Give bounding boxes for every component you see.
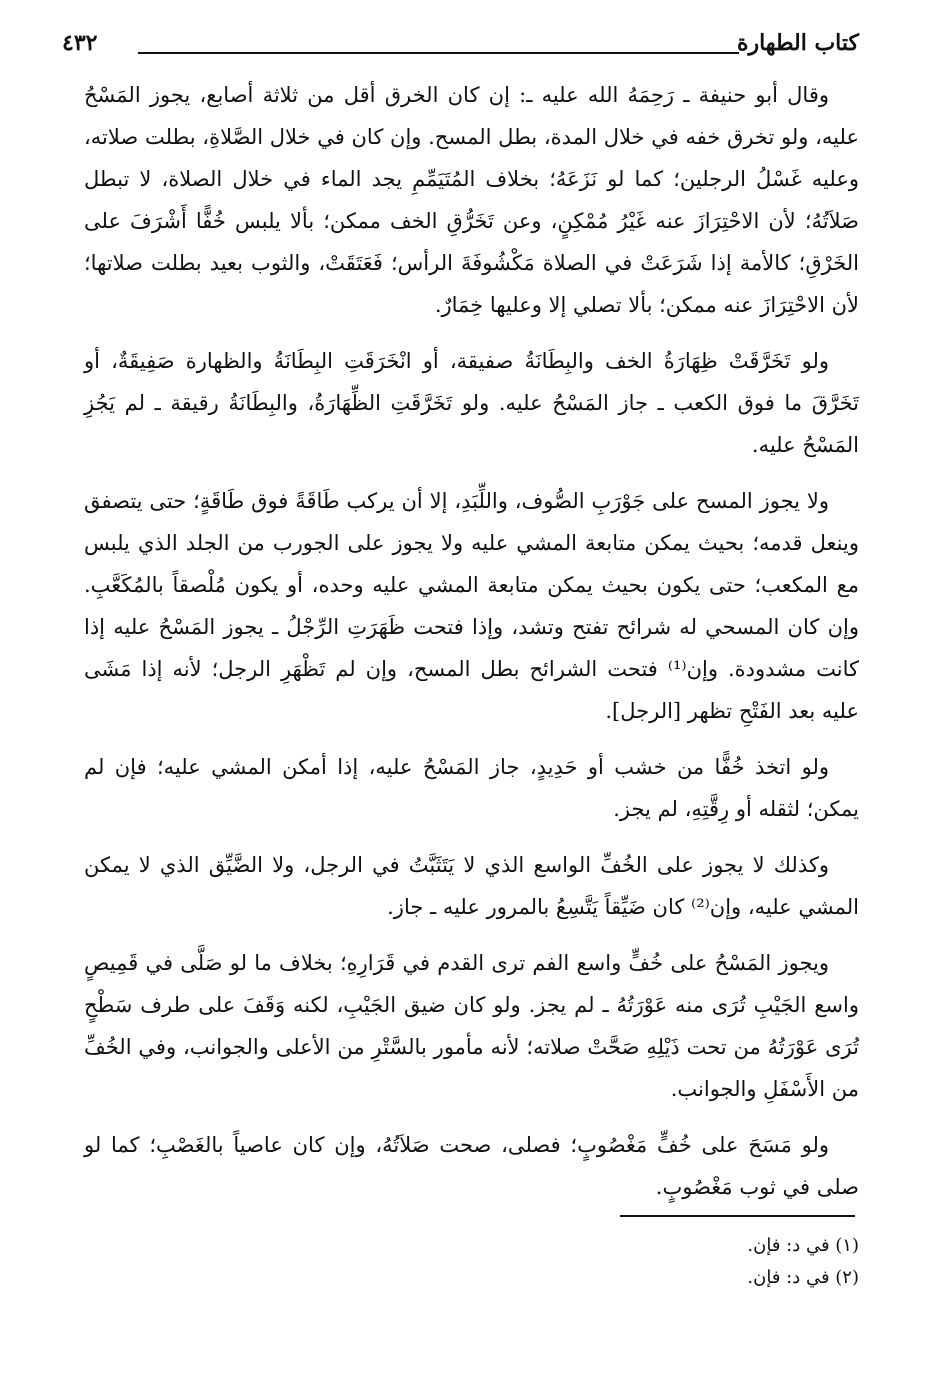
footnote: (٢) في د: فإن. bbox=[747, 1267, 859, 1288]
header-rule bbox=[138, 52, 739, 54]
footnote-rule bbox=[620, 1215, 855, 1217]
paragraph: ويجوز المَسْحُ على خُفٍّ واسع الفم ترى القدم في قَرَارِهِ؛ بخلاف ما لو صَلَّى في قَمِيصٍ واسع الجَيْبِ تُرَى منه عَوْرَتُهُ ـ لم يجز. ولو كان ضيق الجَيْبِ، لكنه وَقَفَ على طرف سَطْحٍ تُرَى عَوْرَتُهُ من تحت ذَيْلِهِ صَحَّتْ صلاته؛ لأنه مأمور بالسَّتْرِ من الأعلى والجوانب، وفي الخُفِّ من الأَسْفَلِ والجوانب. bbox=[84, 951, 859, 1101]
paragraph: ولو اتخذ خُفًّا من خشب أو حَدِيدٍ، جاز المَسْحُ عليه، إذا أمكن المشي عليه؛ فإن لم يمكن؛ لثقله أو رِقَّتِهِ، لم يجز. bbox=[84, 755, 859, 821]
paragraph: وقال أبو حنيفة ـ رَحِمَهُ الله عليه ـ: إن كان الخرق أقل من ثلاثة أصابع، يجوز المَسْحُ عليه، ولو تخرق خفه في خلال المدة، بطل المسح. وإن كان في خلال الصَّلاةِ، بطلت صلاته، وعليه غَسْلُ الرجلين؛ كما لو نَزَعَهُ؛ بخلاف المُتَيَمِّمِ يجد الماء في خلال الصلاة، لا تبطل صَلاَتُهُ؛ لأن الاحْتِرَازَ عنه غَيْرُ مُمْكِنٍ، وعن تَخَرُّقِ الخف ممكن؛ بألا يلبس خُفًّا أَشْرَفَ على الخَرْقِ؛ كالأمة إذا شَرَعَتْ في الصلاة مَكْشُوفَةَ الرأس؛ فَعَتَقَتْ، والثوب بعيد بطلت صلاتها؛ لأن الاحْتِرَازَ عنه ممكن؛ بألا تصلي إلا وعليها خِمَارٌ. bbox=[84, 83, 859, 317]
paragraph: ولو مَسَحَ على خُفٍّ مَغْصُوبٍ؛ فصلى، صحت صَلاَتُهُ، وإن كان عاصياً بالغَصْبِ؛ كما لو صلى في ثوب مَغْصُوبٍ. bbox=[84, 1133, 859, 1199]
paragraph: ولو تَخَرَّقَتْ ظِهَارَةُ الخف والبِطَانَةُ صفيقة، أو انْخَرَقَتِ البِطَانَةُ والظهارة صَفِيقَةٌ، أو تَخَرَّقَ ما فوق الكعب ـ جاز المَسْحُ عليه. ولو تَخَرَّقَتِ الظِّهَارَةُ، والبِطَانَةُ رقيقة ـ لم يَجُزِ المَسْحُ عليه. bbox=[84, 349, 859, 457]
footnotes bbox=[300, 1230, 859, 1294]
paragraph: وكذلك لا يجوز على الخُفِّ الواسع الذي لا يَتَثَبَّتُ في الرجل، ولا الضَّيِّق الذي لا يمكن المشي عليه، وإن⁽²⁾ كان ضَيِّقاً يَتَّسِعُ بالمرور عليه ـ جاز. bbox=[84, 853, 859, 919]
footnote: (١) في د: فإن. bbox=[747, 1235, 859, 1256]
main-text bbox=[84, 74, 859, 1222]
running-head bbox=[62, 28, 859, 64]
book-title: كتاب الطهارة bbox=[736, 30, 859, 56]
page-number: ٤٣٢ bbox=[62, 30, 98, 56]
paragraph: ولا يجوز المسح على جَوْرَبِ الصُّوف، واللِّبَدِ، إلا أن يركب طَاقَةً فوق طَاقَةٍ؛ حتى يتصفق وينعل قدمه؛ بحيث يمكن متابعة المشي عليه ولا يجوز على الجورب من الجلد الذي يلبس مع المكعب؛ حتى يكون بحيث يمكن متابعة المشي عليه وحده، أو يكون مُلْصقاً بالمُكَعَّبِ. وإن كان المسحي له شرائح تفتح وتشد، وإذا فتحت ظَهَرَتِ الرِّجْلُ ـ يجوز المَسْحُ عليه إذا كانت مشدودة. وإن⁽¹⁾ فتحت الشرائح بطل المسح، وإن لم تَظْهَرِ الرجل؛ لأنه إذا مَشَى عليه بعد الفَتْحِ تظهر [الرجل]. bbox=[84, 489, 859, 723]
